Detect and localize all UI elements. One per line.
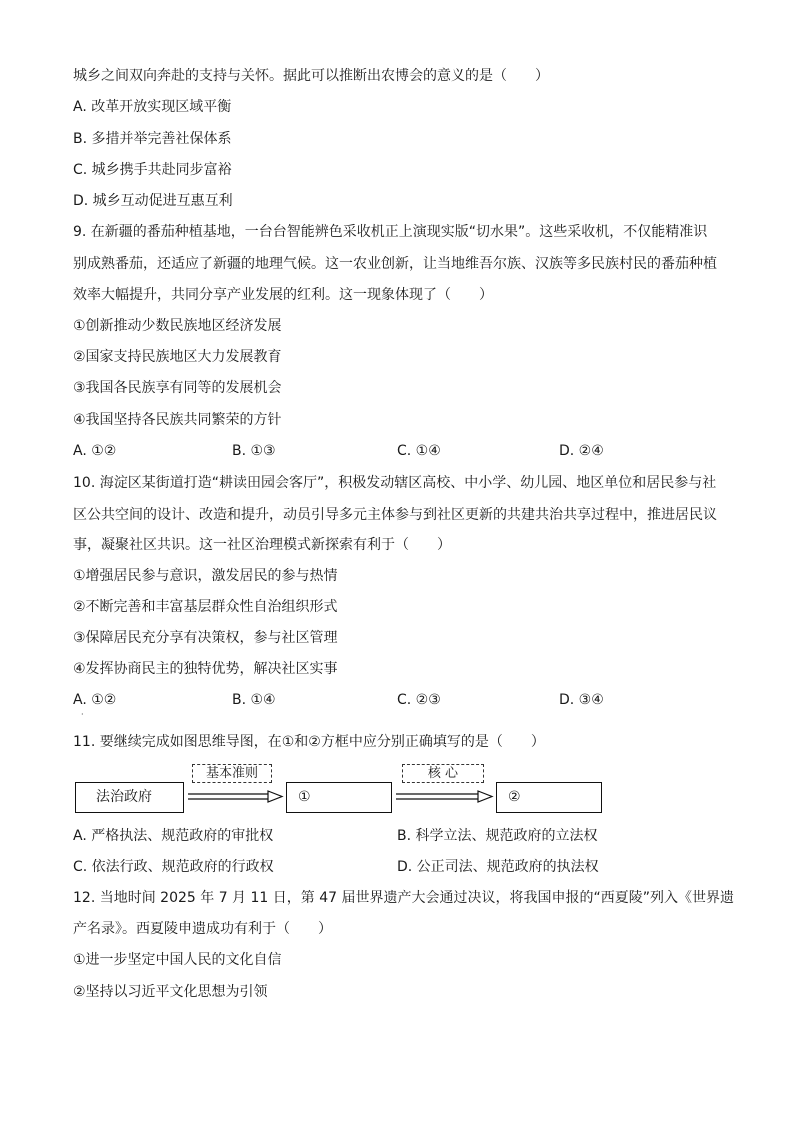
q9-stem-line-2: 别成熟番茄，还适应了新疆的地理气候。这一农业创新，让当地维吾尔族、汉族等多民族村民的番茄种植 xyxy=(73,256,717,272)
q9-item-2: ②国家支持民族地区大力发展教育 xyxy=(73,349,282,365)
q9-item-3: ③我国各民族享有同等的发展机会 xyxy=(73,380,282,396)
q9-option-a: A. ①② xyxy=(73,443,117,459)
q8-option-c: C. 城乡携手共赴同步富裕 xyxy=(73,162,232,178)
mind-map-arrow-1 xyxy=(186,788,284,806)
q11-option-d: D. 公正司法、规范政府的执法权 xyxy=(397,859,599,875)
q9-option-d: D. ②④ xyxy=(559,443,604,459)
q9-option-b: B. ①③ xyxy=(232,443,276,459)
q12-item-2: ②坚持以习近平文化思想为引领 xyxy=(73,984,268,1000)
q9-item-4: ④我国坚持各民族共同繁荣的方针 xyxy=(73,412,282,428)
q8-stem-continuation: 城乡之间双向奔赴的支持与关怀。据此可以推断出农博会的意义的是（ ） xyxy=(73,68,549,84)
mind-map-box-law-government: 法治政府 xyxy=(75,782,184,813)
q12-item-1: ①进一步坚定中国人民的文化自信 xyxy=(73,952,282,968)
q11-option-c: C. 依法行政、规范政府的行政权 xyxy=(73,859,274,875)
q10-option-d: D. ③④ xyxy=(559,692,604,708)
q10-item-2: ②不断完善和丰富基层群众性自治组织形式 xyxy=(73,599,338,615)
q11-option-b: B. 科学立法、规范政府的立法权 xyxy=(397,828,598,844)
q10-item-3: ③保障居民充分享有决策权，参与社区管理 xyxy=(73,630,338,646)
q10-item-4: ④发挥协商民主的独特优势，解决社区实事 xyxy=(73,661,338,677)
mind-map-box-blank-1: ① xyxy=(286,782,392,813)
q10-stem-line-2: 区公共空间的设计、改造和提升，动员引导多元主体参与到社区更新的共建共治共享过程中，推进居民议 xyxy=(73,507,717,523)
q9-stem-line-1: 9. 在新疆的番茄种植基地，一台台智能辨色采收机正上演现实版“切水果”。这些采收机，不仅能精准识 xyxy=(73,224,708,240)
q9-stem-line-3: 效率大幅提升，共同分享产业发展的红利。这一现象体现了（ ） xyxy=(73,287,493,303)
q11-option-a: A. 严格执法、规范政府的审批权 xyxy=(73,828,274,844)
q10-stem-line-1: 10. 海淀区某街道打造“耕读田园会客厅”，积极发动辖区高校、中小学、幼儿园、地区单位和居民参与社 xyxy=(73,475,717,491)
mind-map-label-core: 核 心 xyxy=(402,764,484,783)
q10-option-c: C. ②③ xyxy=(397,692,441,708)
mind-map-box-blank-2: ② xyxy=(496,782,602,813)
stray-dot-mark: · xyxy=(81,710,84,719)
q11-stem: 11. 要继续完成如图思维导图，在①和②方框中应分别正确填写的是（ ） xyxy=(73,734,545,750)
q8-option-d: D. 城乡互动促进互惠互利 xyxy=(73,193,233,209)
q10-stem-line-3: 事，凝聚社区共识。这一社区治理模式新探索有利于（ ） xyxy=(73,537,451,553)
q12-stem-line-2: 产名录》。西夏陵申遗成功有利于（ ） xyxy=(73,921,332,937)
q9-item-1: ①创新推动少数民族地区经济发展 xyxy=(73,318,282,334)
q12-stem-line-1: 12. 当地时间 2025 年 7 月 11 日，第 47 届世界遗产大会通过决议，将我国申报的“西夏陵”列入《世界遗 xyxy=(73,890,734,906)
q10-option-b: B. ①④ xyxy=(232,692,276,708)
mind-map-arrow-2 xyxy=(394,788,494,806)
q9-option-c: C. ①④ xyxy=(397,443,441,459)
mind-map-label-basic-principle: 基本准则 xyxy=(192,764,272,783)
q8-option-a: A. 改革开放实现区域平衡 xyxy=(73,99,232,115)
q10-item-1: ①增强居民参与意识，激发居民的参与热情 xyxy=(73,568,338,584)
q8-option-b: B. 多措并举完善社保体系 xyxy=(73,131,232,147)
q10-option-a: A. ①② xyxy=(73,692,117,708)
